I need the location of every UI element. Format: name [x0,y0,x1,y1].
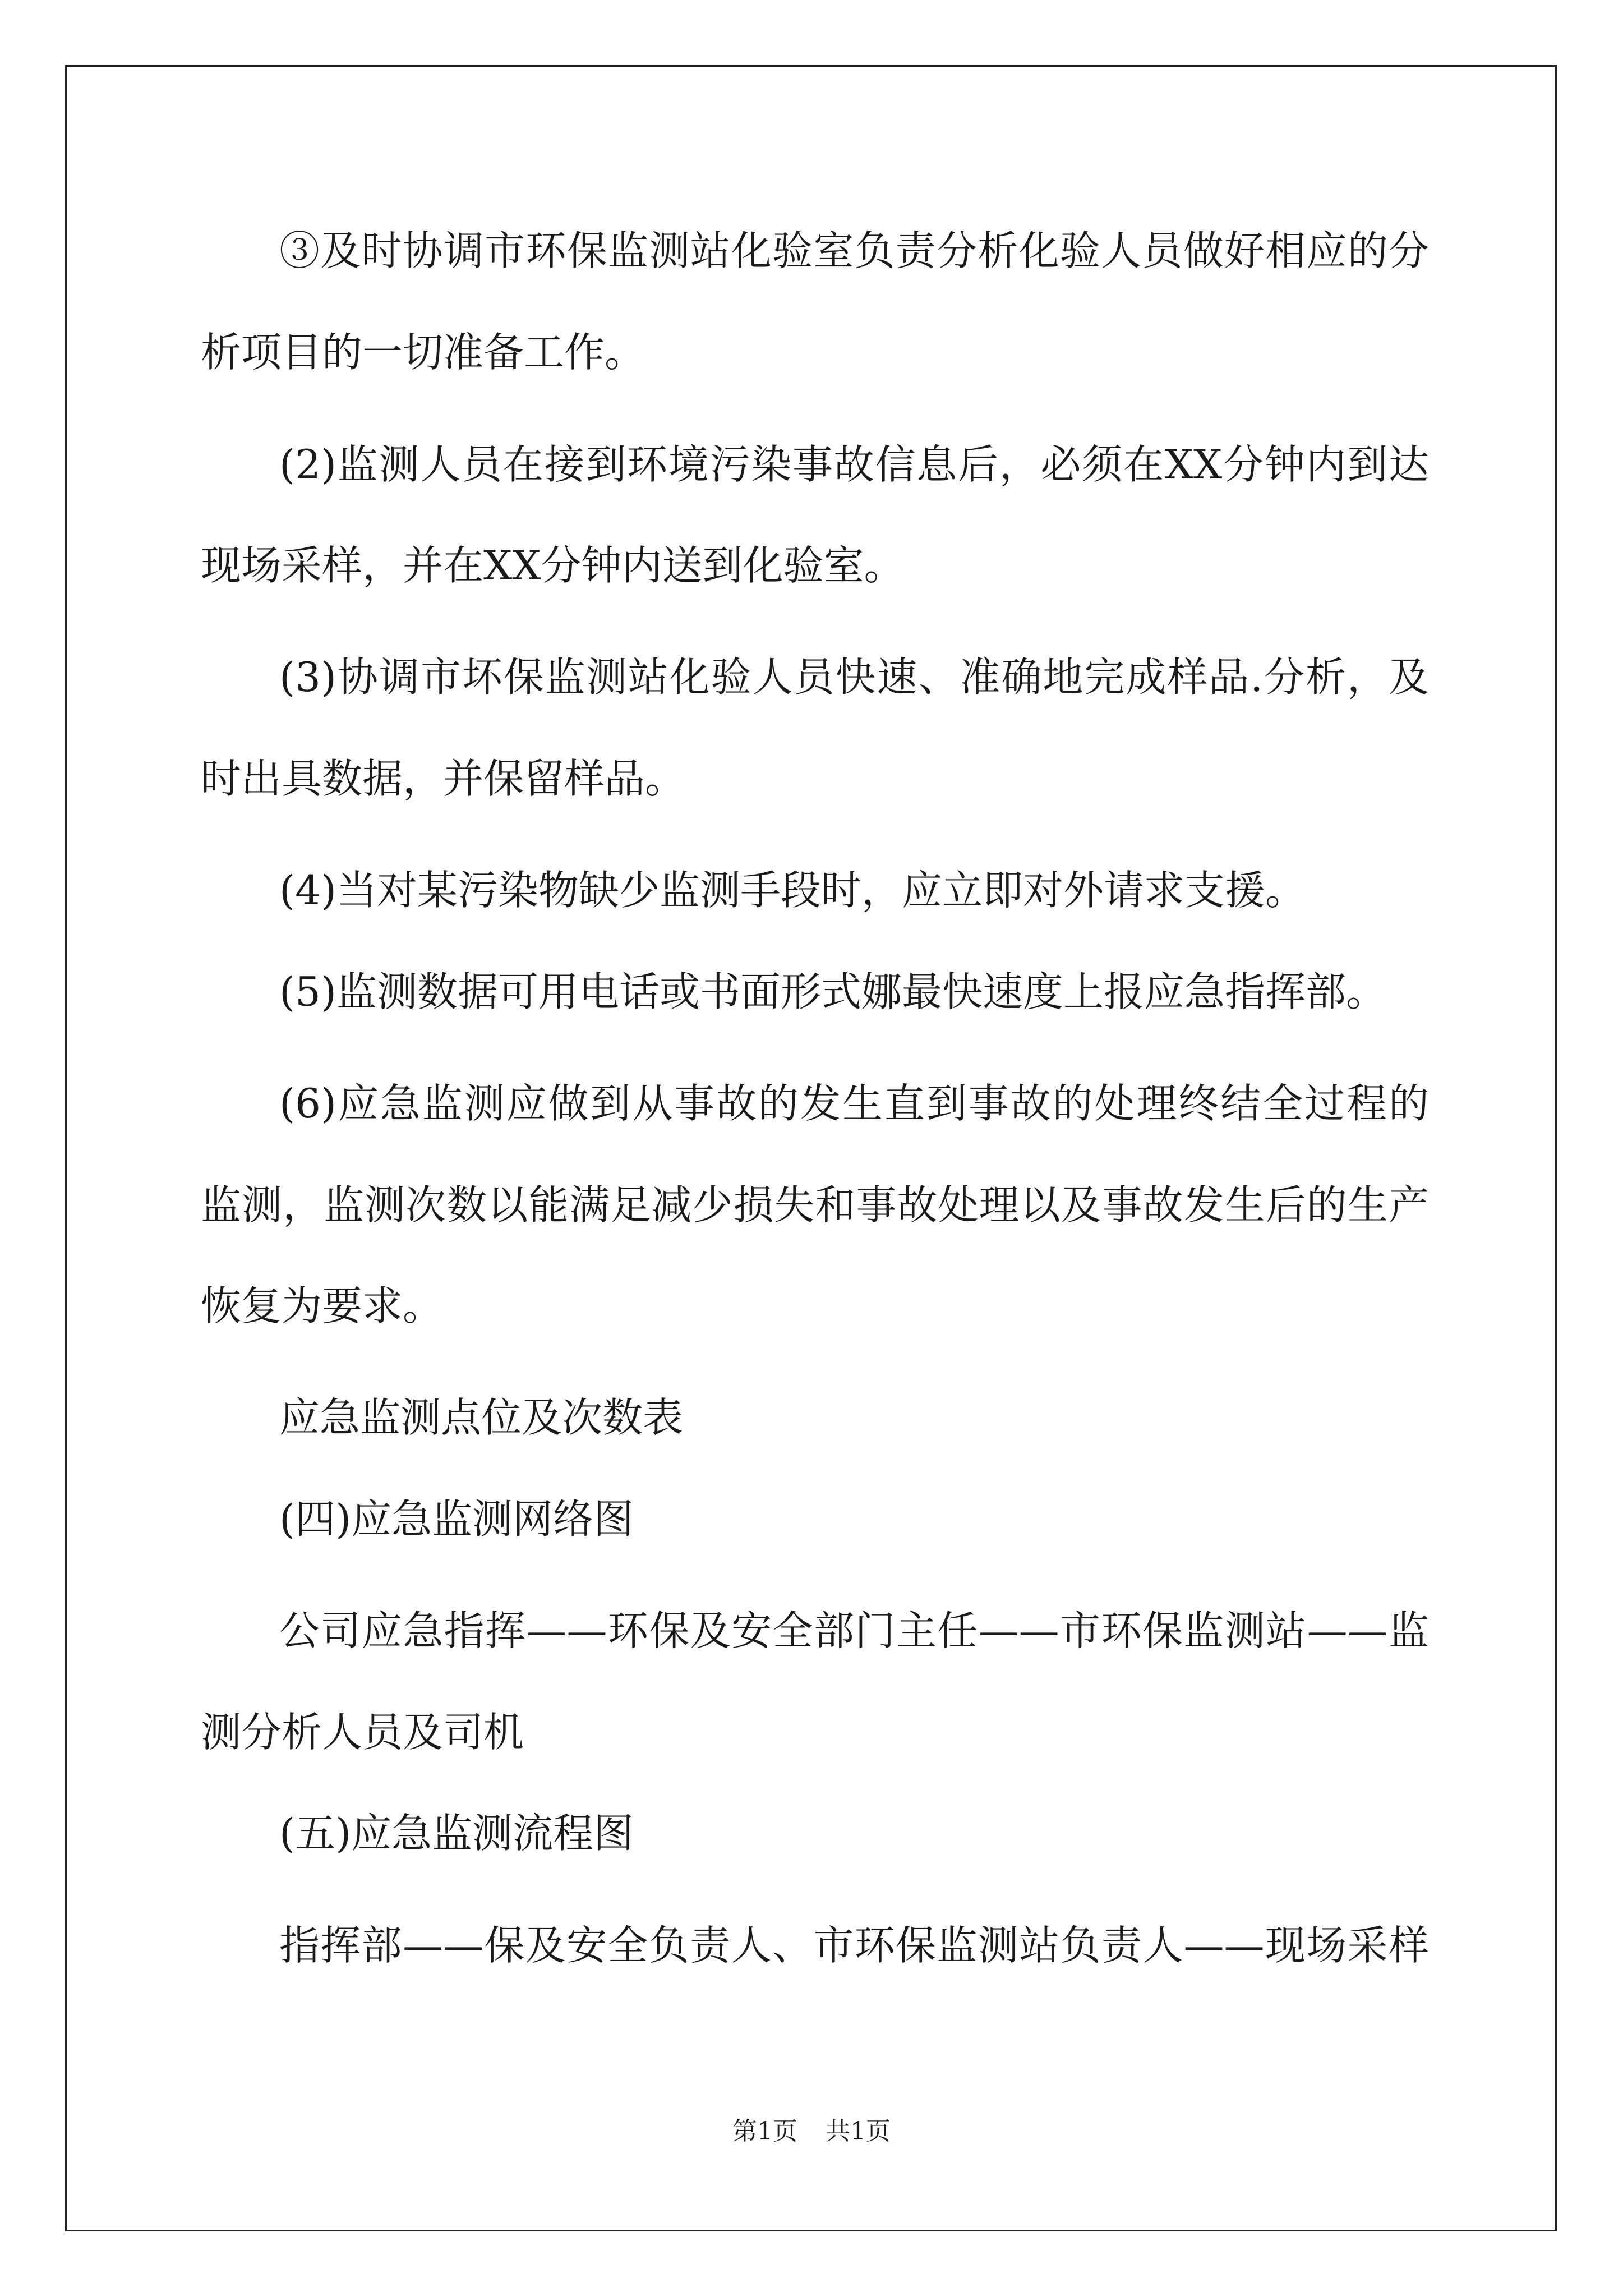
paragraph-line: (5)监测数据可用电话或书面形式娜最快速度上报应急指挥部。 [279,968,1386,1015]
paragraph-line: 时出具数据，并保留样品。 [201,755,686,802]
paragraph-line: 析项目的一切准备工作。 [201,329,645,376]
paragraph-line: (3)协调市坏保监测站化验人员快速、准确地完成样品.分析，及 [279,654,1429,701]
section-heading: (四)应急监测网络图 [279,1496,634,1543]
paragraph-line: (2)监测人员在接到环境污染事故信息后，必须在XX分钟内到达 [279,441,1429,488]
page-border [65,65,1557,2231]
paragraph-line: 监测，监测次数以能满足减少损失和事故处理以及事故发生后的生产 [201,1181,1429,1228]
page-footer [0,2115,1623,2148]
paragraph-line: 公司应急指挥——环保及安全部门主任——市环保监测站——监 [279,1607,1429,1654]
page-number-total: 共1页 [826,2117,891,2146]
page-number-current: 第1页 [732,2117,797,2146]
paragraph-line: ③及时协调市环保监测站化验室负责分析化验人员做好相应的分 [279,227,1429,274]
section-heading: (五)应急监测流程图 [279,1810,634,1857]
paragraph-line: 现场采样，并在XX分钟内送到化验室。 [201,542,905,589]
table-caption: 应急监测点位及次数表 [279,1394,684,1441]
paragraph-line: 恢复为要求。 [201,1282,444,1329]
paragraph-line: (6)应急监测应做到从事故的发生直到事故的处理终结全过程的 [279,1080,1429,1127]
paragraph-line: 测分析人员及司机 [201,1709,524,1756]
paragraph-line: (4)当对某污染物缺少监测手段时，应立即对外请求支援。 [279,867,1306,914]
paragraph-line: 指挥部——保及安全负责人、市环保监测站负责人——现场采样 [279,1922,1429,1969]
